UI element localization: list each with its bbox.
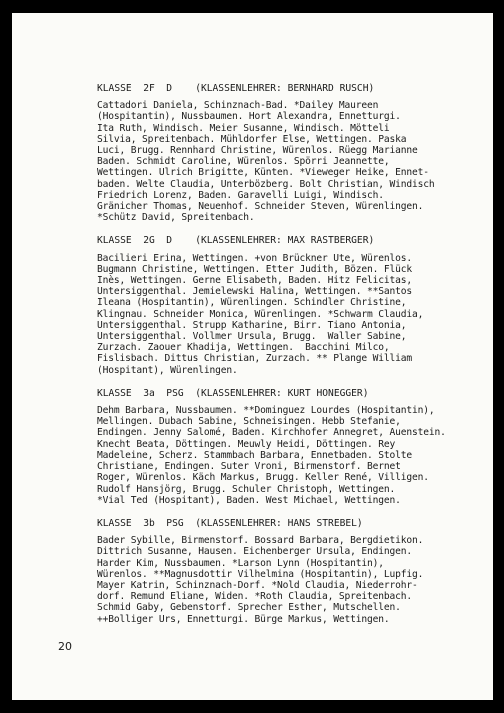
text-line: Fislisbach. Dittus Christian, Zurzach. ** Plange William	[97, 353, 413, 365]
text-line: Bader Sybille, Birmenstorf. Bossard Barbara, Bergdietikon.	[97, 535, 424, 547]
text-line: dorf. Remund Eliane, Widen. *Roth Claudia, Spreitenbach.	[97, 591, 413, 603]
text-line: baden. Welte Claudia, Unterbözberg. Bolt Christian, Windisch	[97, 178, 435, 190]
text-line: Luci, Brugg. Rennhard Christine, Würenlos. Rüegg Marianne	[97, 145, 418, 157]
text-line: Mellingen. Dubach Sabine, Schneisingen. Hebb Stefanie,	[97, 416, 401, 428]
text-line: Schmid Gaby, Gebenstorf. Sprecher Esther, Mutschellen.	[97, 602, 401, 614]
text-line: Friedrich Lorenz, Baden. Garavelli Luigi, Windisch.	[97, 189, 384, 201]
text-line: Bacilieri Erina, Wettingen. +von Brückner Ute, Würenlos.	[97, 252, 413, 264]
text-line: Roger, Würenlos. Käch Markus, Brugg. Keller René, Villigen.	[97, 472, 429, 484]
text-line: ++Bolliger Urs, Ennetturgi. Bürge Markus, Wettingen.	[97, 613, 390, 625]
text-line: Baden. Schmidt Caroline, Würenlos. Spörri Jeannette,	[97, 156, 390, 168]
text-line: (Hospitant), Würenlingen.	[97, 364, 238, 376]
text-line: Silvia, Spreitenbach. Mühldorfer Else, Wettingen. Paska	[97, 133, 407, 145]
text-line: Rudolf Hansjörg, Brugg. Schuler Christoph, Wettingen.	[97, 483, 396, 495]
text-line: Würenlos. **Magnusdottir Vilhelmina (Hospitantin), Lupfig.	[97, 568, 424, 580]
text-line: Klingnau. Schneider Monica, Würenlingen. *Schwarm Claudia,	[97, 308, 424, 320]
document-page	[12, 13, 493, 700]
text-line: Knecht Beata, Döttingen. Meuwly Heidi, Döttingen. Rey	[97, 438, 396, 450]
text-line: Christiane, Endingen. Suter Vroni, Birmenstorf. Bernet	[97, 461, 401, 473]
text-line: Dittrich Susanne, Hausen. Eichenberger Ursula, Endingen.	[97, 546, 413, 558]
class-heading: KLASSE 3a PSG (KLASSENLEHRER: KURT HONEGGER)	[97, 387, 369, 399]
text-line: Ita Ruth, Windisch. Meier Susanne, Windisch. Mötteli	[97, 122, 390, 134]
class-heading: KLASSE 3b PSG (KLASSENLEHRER: HANS STREBEL)	[97, 517, 363, 529]
class-section-2f	[97, 83, 493, 223]
text-line: Inès, Wettingen. Gerne Elisabeth, Baden. Hitz Felicitas,	[97, 275, 413, 287]
text-line: *Schütz David, Spreitenbach.	[97, 212, 255, 224]
text-line: Wettingen. Ulrich Brigitte, Künten. *Vieweger Heike, Ennet-	[97, 167, 429, 179]
text-line: (Hospitantin), Nussbaumen. Hort Alexandra, Ennetturgi.	[97, 111, 401, 123]
text-line: Madeleine, Scherz. Stammbach Barbara, Ennetbaden. Stolte	[97, 449, 413, 461]
text-line: Gränicher Thomas, Neuenhof. Schneider Steven, Würenlingen.	[97, 201, 424, 213]
page-number: 20	[58, 640, 72, 653]
text-line: Untersiggenthal. Strupp Katharine, Birr. Tiano Antonia,	[97, 319, 407, 331]
class-list	[97, 83, 493, 637]
class-section-3a	[97, 388, 493, 506]
text-line: Untersiggenthal. Vollmer Ursula, Brugg. Waller Sabine,	[97, 331, 407, 343]
text-line: Zurzach. Zaouer Khadija, Wettingen. Bacchini Milco,	[97, 342, 390, 354]
class-heading: KLASSE 2F D (KLASSENLEHRER: BERNHARD RUSCH)	[97, 83, 375, 94]
text-line: *Vial Ted (Hospitant), Baden. West Michael, Wettingen.	[97, 494, 401, 506]
class-heading: KLASSE 2G D (KLASSENLEHRER: MAX RASTBERGER)	[97, 235, 375, 247]
class-section-2g	[97, 235, 493, 375]
text-line: Dehm Barbara, Nussbaumen. **Dominguez Lourdes (Hospitantin),	[97, 405, 435, 417]
text-line: Bugmann Christine, Wettingen. Etter Judith, Bözen. Flück	[97, 263, 413, 275]
text-line: Cattadori Daniela, Schinznach-Bad. *Dailey Maureen	[97, 100, 379, 112]
text-line: Endingen. Jenny Salomé, Baden. Kirchhofer Annegret, Auenstein.	[97, 427, 446, 439]
text-line: Ileana (Hospitantin), Würenlingen. Schindler Christine,	[97, 297, 407, 309]
class-section-3b	[97, 518, 493, 625]
text-line: Untersiggenthal. Jemielewski Halina, Wettingen. **Santos	[97, 286, 413, 298]
text-line: Harder Kim, Nussbaumen. *Larson Lynn (Hospitantin),	[97, 557, 384, 569]
text-line: Mayer Katrin, Schinznach-Dorf. *Nold Claudia, Niederrohr-	[97, 579, 418, 591]
